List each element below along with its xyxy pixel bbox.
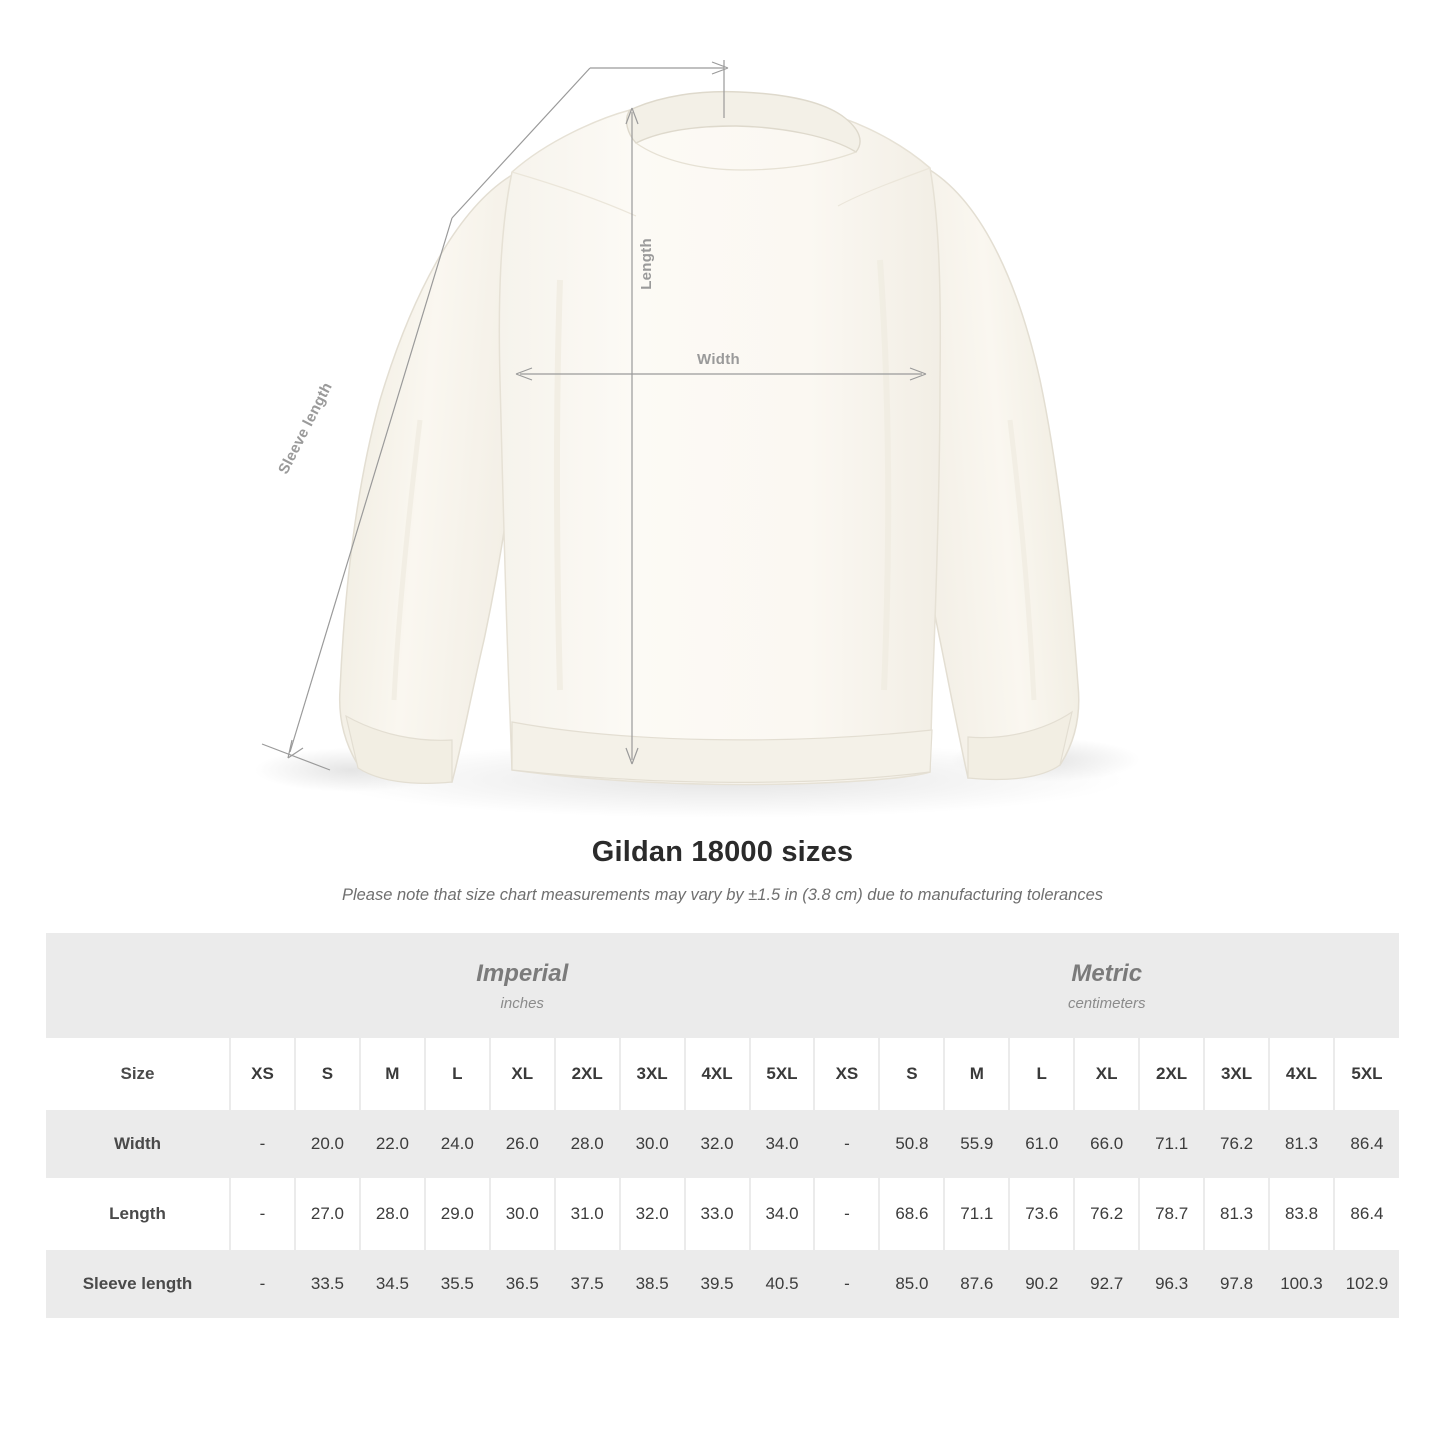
column-header-l-metric: L xyxy=(1009,1039,1074,1109)
unit-group-spacer xyxy=(46,933,230,1039)
length-dimension-label: Length xyxy=(638,238,655,290)
column-header-m-metric: M xyxy=(944,1039,1009,1109)
unit-group-subtitle: centimeters xyxy=(1067,995,1146,1012)
column-header-m-imperial: M xyxy=(360,1039,425,1109)
column-header-xs-metric: XS xyxy=(814,1039,879,1109)
cell-length-xs-imperial: - xyxy=(230,1179,295,1249)
cell-length-m-metric: 71.1 xyxy=(944,1179,1009,1249)
cell-width-4xl-metric: 81.3 xyxy=(1269,1109,1334,1179)
cell-sleeve-length-s-imperial: 33.5 xyxy=(295,1249,360,1318)
unit-group-imperial xyxy=(230,933,814,1039)
cell-length-xl-metric: 76.2 xyxy=(1074,1179,1139,1249)
cell-width-l-metric: 61.0 xyxy=(1009,1109,1074,1179)
title-block xyxy=(0,836,1445,905)
cell-sleeve-length-xl-metric: 92.7 xyxy=(1074,1249,1139,1318)
cell-length-3xl-imperial: 32.0 xyxy=(620,1179,685,1249)
cell-sleeve-length-m-imperial: 34.5 xyxy=(360,1249,425,1318)
column-header-xl-metric: XL xyxy=(1074,1039,1139,1109)
cell-sleeve-length-s-metric: 85.0 xyxy=(879,1249,944,1318)
column-header-xl-imperial: XL xyxy=(490,1039,555,1109)
unit-group-name: Imperial xyxy=(476,960,569,987)
table-row xyxy=(46,1249,1399,1318)
column-header-s-imperial: S xyxy=(295,1039,360,1109)
column-header-xs-imperial: XS xyxy=(230,1039,295,1109)
cell-width-m-metric: 55.9 xyxy=(944,1109,1009,1179)
size-chart-table xyxy=(46,933,1399,1318)
cell-length-m-imperial: 28.0 xyxy=(360,1179,425,1249)
cell-width-s-metric: 50.8 xyxy=(879,1109,944,1179)
cell-length-xl-imperial: 30.0 xyxy=(490,1179,555,1249)
row-header-width: Width xyxy=(46,1109,230,1179)
cell-length-3xl-metric: 81.3 xyxy=(1204,1179,1269,1249)
cell-width-3xl-imperial: 30.0 xyxy=(620,1109,685,1179)
cell-length-s-imperial: 27.0 xyxy=(295,1179,360,1249)
cell-width-m-imperial: 22.0 xyxy=(360,1109,425,1179)
cell-length-s-metric: 68.6 xyxy=(879,1179,944,1249)
column-header-s-metric: S xyxy=(879,1039,944,1109)
table-row xyxy=(46,1109,1399,1179)
cell-length-5xl-metric: 86.4 xyxy=(1334,1179,1399,1249)
cell-length-4xl-imperial: 33.0 xyxy=(685,1179,750,1249)
page-title: Gildan 18000 sizes xyxy=(591,836,854,868)
cell-sleeve-length-3xl-metric: 97.8 xyxy=(1204,1249,1269,1318)
cell-sleeve-length-5xl-metric: 102.9 xyxy=(1334,1249,1399,1318)
cell-sleeve-length-2xl-imperial: 37.5 xyxy=(555,1249,620,1318)
unit-group-row xyxy=(46,933,1399,1039)
column-header-l-imperial: L xyxy=(425,1039,490,1109)
cell-width-l-imperial: 24.0 xyxy=(425,1109,490,1179)
cell-width-xl-imperial: 26.0 xyxy=(490,1109,555,1179)
size-chart-table-wrapper xyxy=(46,933,1399,1318)
column-header-size: Size xyxy=(46,1039,230,1109)
cell-width-xl-metric: 66.0 xyxy=(1074,1109,1139,1179)
cell-width-5xl-metric: 86.4 xyxy=(1334,1109,1399,1179)
column-header-3xl-imperial: 3XL xyxy=(620,1039,685,1109)
column-header-5xl-metric: 5XL xyxy=(1334,1039,1399,1109)
unit-group-name: Metric xyxy=(1071,960,1143,987)
cell-length-l-metric: 73.6 xyxy=(1009,1179,1074,1249)
cell-width-2xl-metric: 71.1 xyxy=(1139,1109,1204,1179)
column-header-2xl-imperial: 2XL xyxy=(555,1039,620,1109)
unit-group-metric xyxy=(814,933,1399,1039)
cell-sleeve-length-m-metric: 87.6 xyxy=(944,1249,1009,1318)
table-row xyxy=(46,1179,1399,1249)
row-header-sleeve-length: Sleeve length xyxy=(46,1249,230,1318)
width-dimension-label: Width xyxy=(697,351,741,368)
cell-width-xs-imperial: - xyxy=(230,1109,295,1179)
column-header-4xl-metric: 4XL xyxy=(1269,1039,1334,1109)
cell-length-2xl-imperial: 31.0 xyxy=(555,1179,620,1249)
cell-sleeve-length-l-metric: 90.2 xyxy=(1009,1249,1074,1318)
cell-sleeve-length-xs-imperial: - xyxy=(230,1249,295,1318)
cell-sleeve-length-xs-metric: - xyxy=(814,1249,879,1318)
cell-length-5xl-imperial: 34.0 xyxy=(750,1179,815,1249)
column-header-3xl-metric: 3XL xyxy=(1204,1039,1269,1109)
cell-length-xs-metric: - xyxy=(814,1179,879,1249)
sleeve-length-dimension-label: Sleeve length xyxy=(275,379,336,477)
column-header-2xl-metric: 2XL xyxy=(1139,1039,1204,1109)
tolerance-note: Please note that size chart measurements may vary by ±1.5 in (3.8 cm) due to manufacturing tolerances xyxy=(341,886,1104,904)
cell-length-l-imperial: 29.0 xyxy=(425,1179,490,1249)
cell-width-2xl-imperial: 28.0 xyxy=(555,1109,620,1179)
cell-sleeve-length-5xl-imperial: 40.5 xyxy=(750,1249,815,1318)
cell-sleeve-length-xl-imperial: 36.5 xyxy=(490,1249,555,1318)
cell-width-xs-metric: - xyxy=(814,1109,879,1179)
cell-sleeve-length-2xl-metric: 96.3 xyxy=(1139,1249,1204,1318)
cell-width-3xl-metric: 76.2 xyxy=(1204,1109,1269,1179)
column-header-4xl-imperial: 4XL xyxy=(685,1039,750,1109)
column-header-5xl-imperial: 5XL xyxy=(750,1039,815,1109)
unit-group-subtitle: inches xyxy=(500,995,544,1012)
cell-sleeve-length-4xl-metric: 100.3 xyxy=(1269,1249,1334,1318)
cell-sleeve-length-4xl-imperial: 39.5 xyxy=(685,1249,750,1318)
cell-length-4xl-metric: 83.8 xyxy=(1269,1179,1334,1249)
cell-length-2xl-metric: 78.7 xyxy=(1139,1179,1204,1249)
cell-width-4xl-imperial: 32.0 xyxy=(685,1109,750,1179)
table-header-row xyxy=(46,1039,1399,1109)
cell-width-s-imperial: 20.0 xyxy=(295,1109,360,1179)
cell-width-5xl-imperial: 34.0 xyxy=(750,1109,815,1179)
cell-sleeve-length-3xl-imperial: 38.5 xyxy=(620,1249,685,1318)
row-header-length: Length xyxy=(46,1179,230,1249)
cell-sleeve-length-l-imperial: 35.5 xyxy=(425,1249,490,1318)
